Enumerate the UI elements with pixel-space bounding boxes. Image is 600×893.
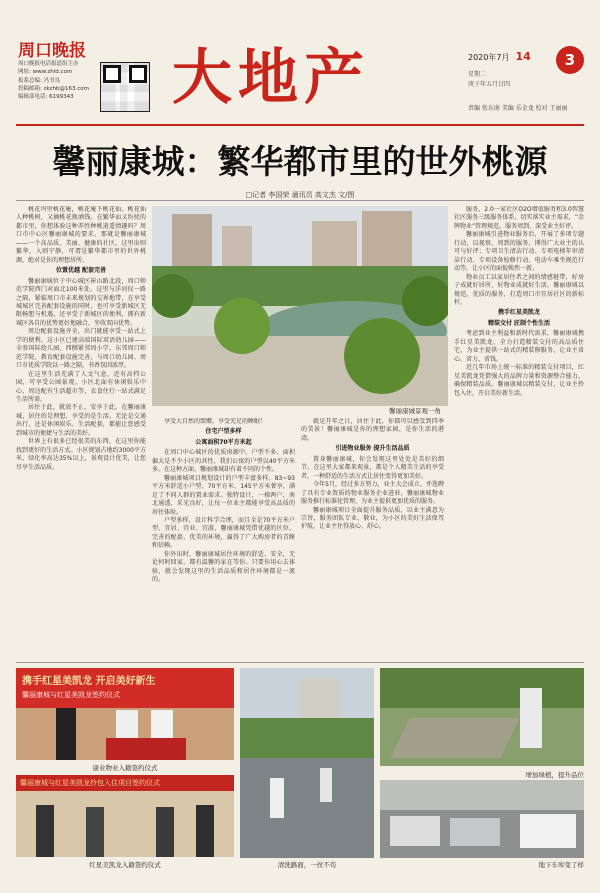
person-figure <box>196 805 214 857</box>
photo3-caption: 清洗路面，一丝不苟 <box>277 861 337 869</box>
paragraph: 在周口中心城区的优质房源中，户型不多、面积偏大是不少小区的共性，我们公寓的户型以40平方米多。在这种方面，馨丽康城却有着不同的个性。 <box>152 449 295 474</box>
info-line: 编辑部电话: 6199343 <box>18 94 74 101</box>
article-column-3 <box>301 418 444 658</box>
shrubs <box>380 668 584 708</box>
lunar-date: 庚子年五月廿四 <box>468 81 511 88</box>
masthead-rule <box>16 124 584 126</box>
photo-signing-ceremony-2 <box>16 775 234 857</box>
info-line: 周口晚报电话报道组主办 <box>18 61 79 67</box>
paragraph: 享受大自然的馈赠，享受充足的睡眠！ <box>164 418 267 425</box>
garden-bed <box>391 718 520 758</box>
photo1-caption: 康业物业入籍签约仪式 <box>92 764 158 772</box>
info-line: 投稿邮箱: zkzhb@163.com <box>18 85 90 92</box>
paragraph: 户型多样，设计科学合理，而且全是70平方米户型、宜居、宜业、宜游，馨丽康城凭借优越的区位、完善的配套、优美的环境，赢得了广大购房者的青睐和信赖。 <box>152 516 295 550</box>
paragraph: 馨丽康城项目全面提升服务品质，以业主满意为宗旨，服务团队专业、敬业，为小区的美好生活保驾护航，让业主住得放心、舒心。 <box>301 506 444 531</box>
garden-photo <box>152 206 448 406</box>
article-column-4 <box>454 206 584 658</box>
date-text: 2020年7月 <box>468 53 510 62</box>
article-column-2 <box>152 418 295 658</box>
photo-cleaning-road <box>240 668 374 858</box>
photo-planting <box>380 668 584 766</box>
subheading: 公寓面积70平方米起 <box>195 438 252 446</box>
issue-date <box>468 50 531 63</box>
paragraph: 近几年市场上统一标准的精装交付项目，红星美凯龙凭借强大的品牌力量和资源整合能力，确保精装品质。馨丽康城以精装交付，让业主拎包入住，开启美好新生活。 <box>454 364 584 397</box>
paragraph: 置身馨丽康城，你会发现这里处处是美好的细节。在这里大家都来观景，都是个人精美生活的享受者，一种舒适的生活方式让居住变得更加美好。 <box>301 455 444 480</box>
info-line: 网址: www.zhld.com <box>18 69 73 76</box>
article-headline: 馨丽康城：繁华都市里的世外桃源 <box>52 142 548 181</box>
article-column-1 <box>16 206 146 658</box>
worker-figure <box>520 688 542 748</box>
photo2-caption: 红星美凯龙入籍签约仪式 <box>89 861 161 869</box>
main-photo-caption: 馨丽康城景观一角 <box>389 407 441 415</box>
paragraph: 物业员工以家居住者之间的情感链带，好房子成就好居所，好物业成就好生活。馨丽康城以规范、优质的服务，打造周口市宜居社区的新标杆。 <box>454 273 584 306</box>
person-figure <box>156 807 174 857</box>
trees <box>240 718 374 758</box>
photo-underground-garage <box>380 780 584 858</box>
paragraph: 在这里生活充满了人文气息，近有高档公园，可享受公园景观。小区北面有休闲娱乐中心，周边配有生活超市等，衣食住行一站式满足生活所需。 <box>16 370 146 403</box>
paragraph: 服务，2.0一家社区O2O增值服务和3.0智慧社区服务三级服务体系，切实落实业主需求，“金牌物业”管理规范，服务周到，深受业主好评。 <box>454 206 584 230</box>
worker-figure <box>270 778 284 818</box>
banner-text: 携手红星美凯龙 开启美好新生 <box>22 676 156 687</box>
person-figure <box>36 805 54 857</box>
section-title: 大地产 <box>172 43 370 113</box>
photo-signing-ceremony-1 <box>16 668 234 760</box>
paragraph: 今年5月，经过多方努力，业主大会成立，并选聘了具有专业资质的物业服务企业进驻。馨丽康城物业服务推行标准化管理，为业主提供更加优质的服务。 <box>301 481 444 506</box>
editors-credit: 责编 张东南 美编 乐金龙 校对 王丽丽 <box>468 105 568 112</box>
paragraph: 就是开年之日，居住于此，你都可以感受到四季的美景！馨丽康城是你的理想家园，是你生活的港湾。 <box>301 418 444 442</box>
garage-ceiling <box>380 780 584 810</box>
subheading: 精装交付 匠制个性生活 <box>487 319 551 327</box>
paragraph: 周边配套设施齐全，出门就能享受一站式上学的便利。这小区已建高端国际双语幼儿园——全参国际幼儿园，西侧紧邻周小学，东邻周口师范学院，教育配套设施完善，与周口幼儿园、周口市优质学院以一路之隔，书香氛围浓厚。 <box>16 328 146 370</box>
wet-road <box>240 758 374 858</box>
banner-subtext: 馨丽康城与红星美凯龙签约仪式 <box>22 691 120 699</box>
parked-car <box>520 814 576 848</box>
weekday-block <box>468 70 510 90</box>
paragraph: 世界上有很多已经很美的东西，在这里你能找到更好的生活方式。小区规划占地约3000平方米，绿化率高达35%以上，景观设计优美，让您尽享生活品质。 <box>16 438 146 471</box>
newspaper-logo: 周口晚报 <box>18 41 86 61</box>
paragraph: 你外出时，馨丽康城居住环境的舒适、安全，无论何时回家，都有温馨的家在等你。只要你用心去体验，就会发现这里的生活品质和居住环境都是一流的。 <box>152 550 295 584</box>
person-figure <box>86 807 104 857</box>
photo5-caption: 地下车库变了样 <box>538 861 584 869</box>
date-day: 14 <box>515 50 531 63</box>
photo4-caption: 增加绿植，提升品位 <box>525 771 584 779</box>
qr-code-icon <box>100 62 150 112</box>
subheading: 携手红星美凯龙 <box>497 309 540 317</box>
person-figure <box>56 708 76 760</box>
photo-section-divider <box>16 662 584 663</box>
parked-car <box>390 816 440 846</box>
main-photo <box>152 206 448 406</box>
paragraph: 馨丽康城引进物业服务后，开展了多项专题行动，以视察、周到的服务，博得广大业主的认可与好评；专项卫生清洁行动、专项电梯年审清洁行动、专项设备检修行动、电动车乘坐规范行动等，让小区的面貌焕然一新。 <box>454 231 584 273</box>
paragraph: 居住于此，就放不止，安享于此。在馨丽康城，居住的是理想，享受的是生活。无论是交通出行，还是休闲娱乐、生活配套，都能让您感受到城市的便捷与生活的美好。 <box>16 404 146 437</box>
weekday: 星期二 <box>468 71 487 78</box>
subheading: 引进物业服务 提升生活品质 <box>335 445 410 453</box>
masthead-info <box>18 60 108 101</box>
page-number-badge: 3 <box>556 46 584 74</box>
paragraph: 桃花坞里桃花庵，桃花庵下桃花仙。桃花仙人种桃树，又摘桃花换酒钱。在繁华而又纷扰的都市里，你想体验这种养性种桃逍遥情趣吗？周口市中心区馨丽康城的要求，那就是馨丽康城——一个高品质、美丽、健康的社区。这里出则繁华，入则宁静，可谓是繁华都市里的世外桃源，绝对是你的理想居所。 <box>16 206 146 264</box>
parked-car <box>450 818 500 846</box>
info-line: 报系总编: 冯书良 <box>18 77 61 84</box>
paragraph: 馨丽康城项目规划设计的户型丰富多样。83~93平方米舒适小户型、70平方米、145平方米奢享，满足了不同人群的置业需求。独特设计，一梯两户，南北通透，采光良好，让每一位业主都能享受高品质的居住体验。 <box>152 474 295 516</box>
article-byline: □记者 李国荣 通讯员 高文杰 文/图 <box>245 191 355 199</box>
subheading: 住宅户型多样 <box>205 428 242 436</box>
worker-figure <box>320 768 332 802</box>
paragraph: 考虑到业主利益和新时代需求，馨丽康城携手红星美凯龙，全力打造精装交付的高品质住宅，为业主提供一站式的精装修服务，让业主省心、省力、省钱。 <box>454 330 584 363</box>
paragraph: 馨丽康城位于中心城区崔山路北段，周口师范学院西门对面北100米处。这里与洋河仅一路之隔，紧临周口市未来规划的交界地带，在享受城城区完善配套设施的同时，也可享受新城区无限畅想与机遇，还享受于新城区的便利，拥有新城区各自的优势更好地融合，坐收双向优势。 <box>16 277 146 327</box>
divider <box>16 200 584 201</box>
banner-text: 馨丽康城与红星美凯龙拎包入住项目签约仪式 <box>20 779 160 787</box>
signing-table <box>106 738 186 760</box>
subheading: 位置优越 配套完善 <box>55 267 107 275</box>
